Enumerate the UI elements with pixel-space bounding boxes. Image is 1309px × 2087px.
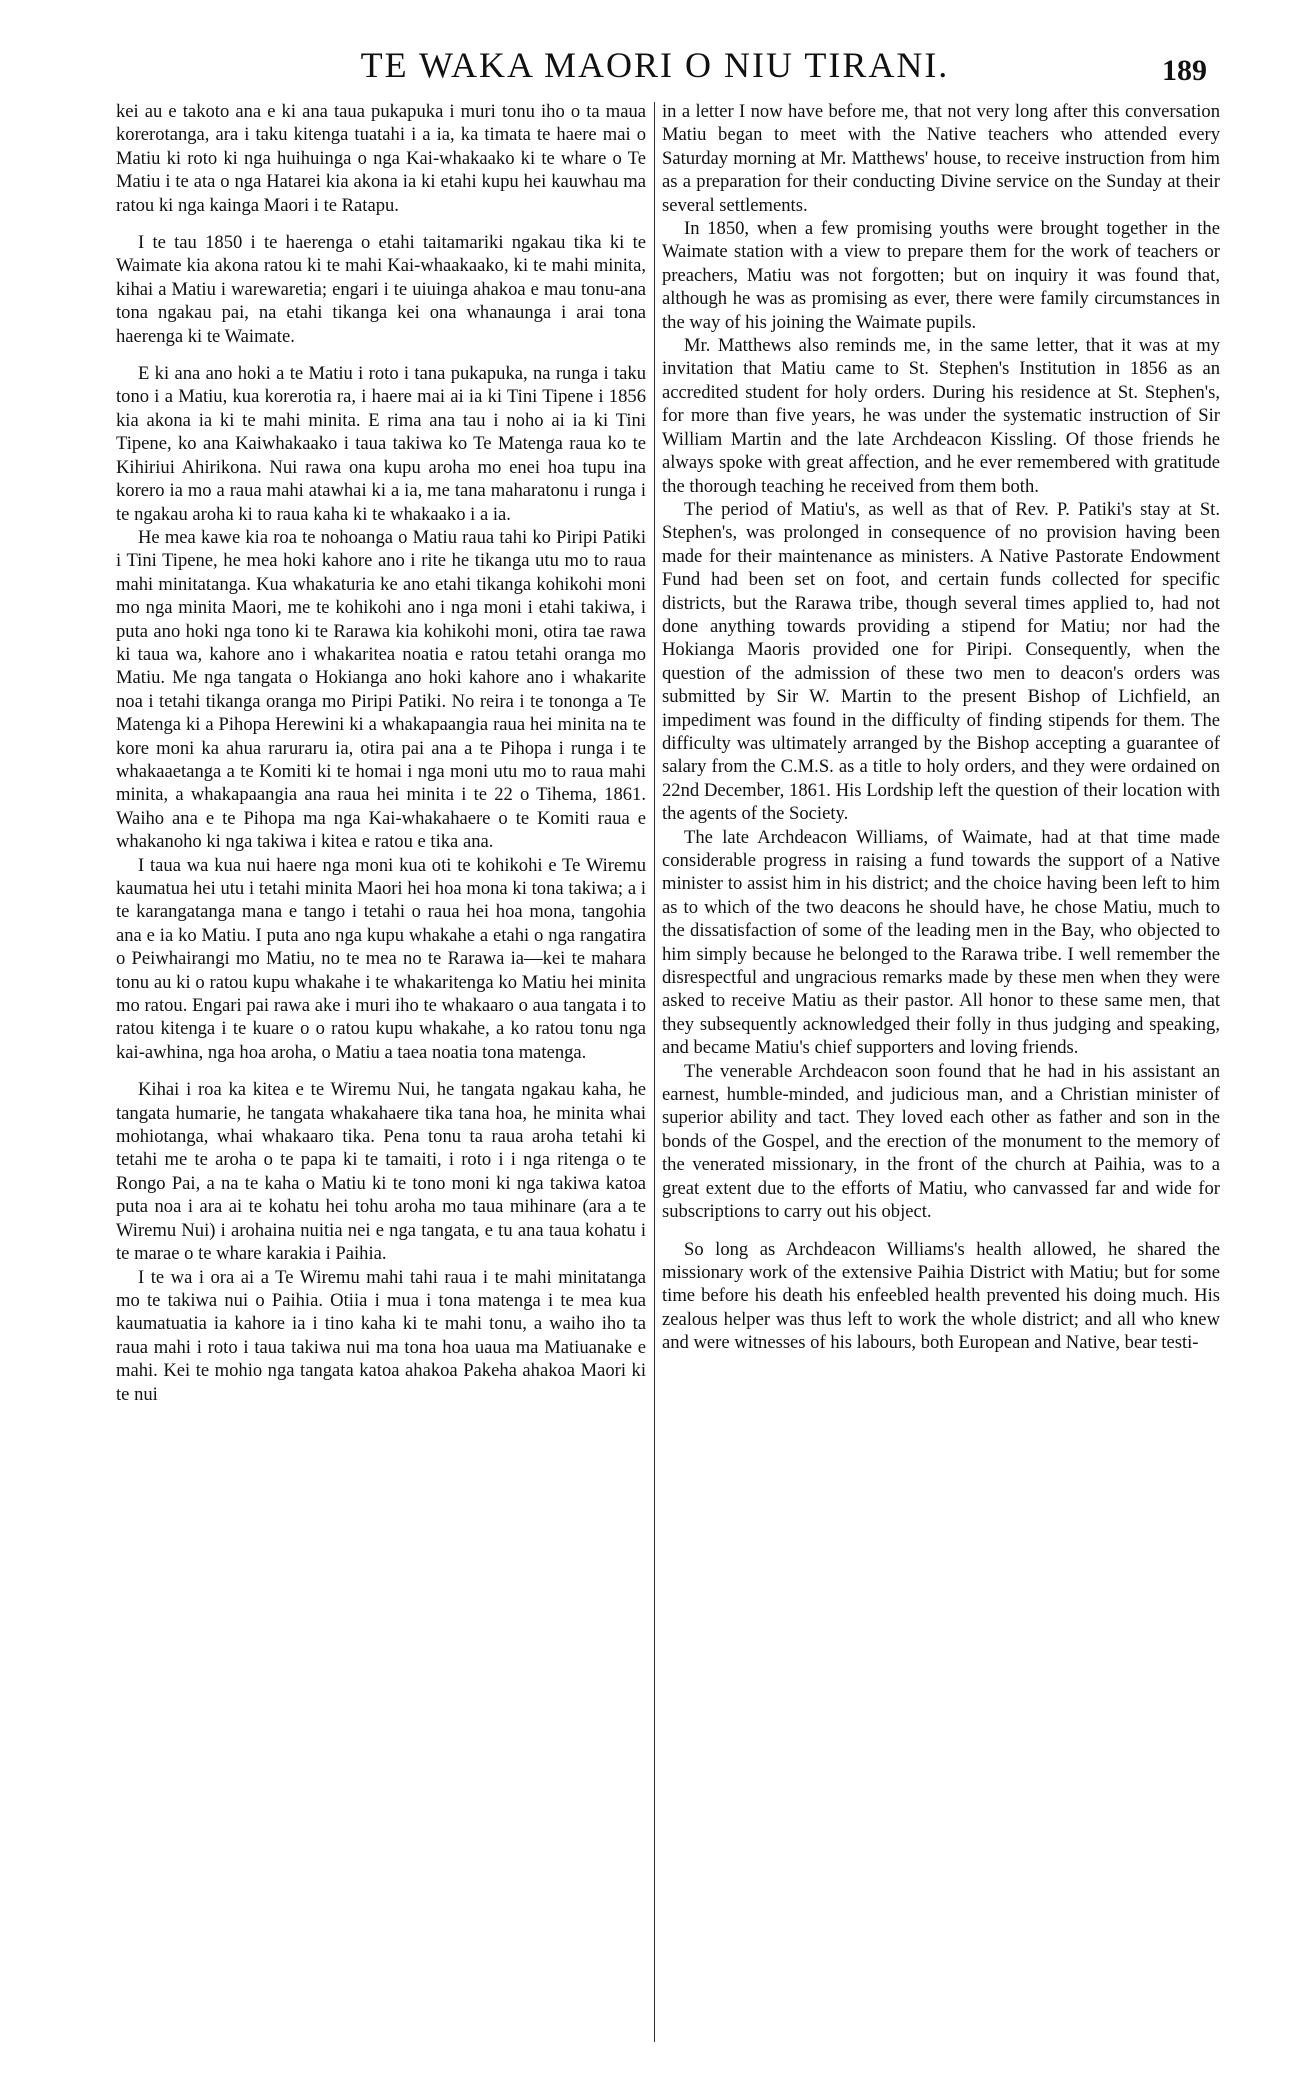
english-paragraph: The venerable Archdeacon soon found that he had in his assistant an earnest, humble-minded, and judicious man, and a Christian minister of superior ability and tact. They loved each other as father and son in the bonds of the Gospel, and the erection of the monument to the memory of the venerated missionary, in the front of the church at Paihia, was to a great extent due to the efforts of Matiu, who canvassed far and wide for subscriptions to carry out his object.: [662, 1060, 1220, 1223]
maori-paragraph: I taua wa kua nui haere nga moni kua oti te kohikohi e Te Wiremu kaumatua hei utu i tetahi minita Maori hei hoa mona ki tona takiwa; a i te karangatanga mana e tango i tetahi o raua hei hoa mona, tangohia ana e ia ko Matiu. I puta ano nga kupu whakahe a etahi o nga rangatira o Peiwhairangi mo Matiu, no te mea no te Rarawa ia—kei te mahara tonu au ki o ratou kupu whakahe i te whakaritenga ko Matiu hei minita mo ratou. Engari pai rawa ake i muri iho te whakaaro o aua tangata i to ratou kitenga i te kuare o o ratou kupu whakahe, a ko ratou tonu nga kai-awhina, nga hoa aroha, o Matiu a taea noatia tona matenga.: [116, 854, 646, 1063]
english-paragraph: The late Archdeacon Williams, of Waimate, had at that time made considerable progress in raising a fund towards the support of a Native minister to assist him in his district; and the choice having been left to him as to which of the two deacons he should have, he chose Matiu, much to the dissatisfaction of some of the leading men in the Bay, who objected to him simply because he belonged to the Rarawa tribe. I well remember the disrespectful and ungracious remarks made by these men when they were asked to receive Matiu as their pastor. All honor to these same men, that they subsequently acknowledged their folly in thus judging and speaking, and became Matiu's chief supporters and loving friends.: [662, 826, 1220, 1059]
english-paragraph: So long as Archdeacon Williams's health allowed, he shared the missionary work of the extensive Paihia District with Matiu; but for some time before his death his enfeebled health prevented his doing much. His zealous helper was thus left to work the whole district; and all who knew and were witnesses of his labours, both European and Native, bear testi-: [662, 1238, 1220, 1354]
maori-paragraph: He mea kawe kia roa te nohoanga o Matiu raua tahi ko Piripi Patiki i Tini Tipene, he mea hoki kahore ano i rite he tikanga utu mo to raua mahi minitatanga. Kua whakaturia ke ano etahi tikanga kohikohi moni mo nga minita Maori, me te kohikohi ano i nga moni i etahi takiwa, i puta ano hoki nga tono ki te Rarawa kia kohikohi moni, otira tae rawa ki taua wa, kahore ano i whakaritea noatia e ratou tetahi oranga mo Matiu. Me nga tangata o Hokianga ano hoki kahore ano i whakarite noa i tetahi tikanga oranga mo Piripi Patiki. No reira i te tononga a Te Matenga ki a Pihopa Herewini ki a whakapaangia raua hei minita na te kore moni ka ahua raruraru ia, otira pai ana a te Pihopa i runga i te whakaaetanga a te Komiti ki te homai i nga moni utu mo to raua mahi minita, a whakapaangia ana raua hei minita i te 22 o Tihema, 1861. Waiho ana e te Pihopa ma nga Kai-whakahaere o te Komiti raua e whakanoho ki nga takiwa i kitea e ratou e tika ana.: [116, 526, 646, 853]
english-text-column: [662, 100, 1220, 1355]
maori-paragraph: Kihai i roa ka kitea e te Wiremu Nui, he tangata ngakau kaha, he tangata humarie, he tangata whakahaere tika tana hoa, he minita whai mohiotanga, whai whakaaro tika. Pena tonu ta raua aroha tetahi ki tetahi me te aroha o te papa ki te tamaiti, i roto i i nga ritenga o te Rongo Pai, a na te kaha o Matiu ki te tono moni ki nga takiwa katoa puta noa i ara ai te kohatu hei tohu aroha mo taua mihinare (ara a te Wiremu Nui) i arohaina nuitia nei e nga tangata, e tu ana taua kohatu i te marae o te whare karakia i Paihia.: [116, 1079, 646, 1265]
maori-text-column: [116, 100, 646, 1406]
maori-paragraph: kei au e takoto ana e ki ana taua pukapuka i muri tonu iho o ta maua korerotanga, ara i taku kitenga tuatahi i a ia, ka timata te haere mai o Matiu ki roto ki nga huihuinga o nga Kai-whakaako ki te whare o Te Matiu i te ata o nga Hatarei kia akona ia ki etahi kupu hei kauwhau ma ratou ki nga kainga Maori i te Ratapu.: [116, 101, 646, 216]
maori-paragraph: I te tau 1850 i te haerenga o etahi taitamariki ngakau tika ki te Waimate kia akona ratou ki te mahi Kai-whaakaako, ki te mahi minita, kihai a Matiu i warewaretia; engari i te uiuinga ahakoa e mau tonu-ana tona ngakau pai, na etahi tikanga kei ona whanaunga i arai tona haerenga ki te Waimate.: [116, 232, 646, 347]
maori-paragraph: E ki ana ano hoki a te Matiu i roto i tana pukapuka, na runga i taku tono i a Matiu, kua korerotia ra, i haere mai ai ia ki Tini Tipene i 1856 kia akona ia ki te mahi minita. E rima ana tau i noho ai ia ki Tini Tipene, ko ana Kaiwhakaako i taua takiwa ko Te Matenga raua ko te Kihiriui Ahirikona. Nui rawa ona kupu aroha mo enei hoa tupu ina korero ia mo a raua mahi atawhai ki a ia, me tana maharatonu i runga i te ngakau aroha ki to raua kaha ki te whakaako i a ia.: [116, 363, 646, 525]
english-paragraph: The period of Matiu's, as well as that of Rev. P. Patiki's stay at St. Stephen's, was prolonged in consequence of no provision having been made for their maintenance as ministers. A Native Pastorate Endowment Fund had been set on foot, and certain funds collected for specific districts, but the Rarawa tribe, though several times applied to, had not done anything towards providing a stipend for Matiu; nor had the Hokianga Maoris provided one for Piripi. Consequently, when the question of the admission of these two men to deacon's orders was submitted by Sir W. Martin to the present Bishop of Lichfield, an impediment was found in the difficulty of finding stipends for them. The difficulty was ultimately arranged by the Bishop accepting a guarantee of salary from the C.M.S. as a title to holy orders, and they were ordained on 22nd December, 1861. His Lordship left the question of their location with the agents of the Society.: [662, 498, 1220, 825]
english-paragraph: In 1850, when a few promising youths were brought together in the Waimate station with a view to prepare them for the work of teachers or preachers, Matiu was not forgotten; but on inquiry it was found that, although he was as promising as ever, there were family circumstances in the way of his joining the Waimate pupils.: [662, 218, 1220, 333]
column-divider: [654, 102, 655, 2042]
english-paragraph: Mr. Matthews also reminds me, in the same letter, that it was at my invitation that Matiu came to St. Stephen's Institution in 1856 as an accredited student for holy orders. During his residence at St. Stephen's, for more than five years, he was under the systematic instruction of Sir William Martin and the late Archdeacon Kissling. Of those friends he always spoke with great affection, and he ever remembered with gratitude the thorough teaching he received from them both.: [662, 335, 1220, 497]
maori-paragraph: I te wa i ora ai a Te Wiremu mahi tahi raua i te mahi minitatanga mo te takiwa nui o Paihia. Otiia i mua i tona matenga i te mea kua kaumatuatia ia kahore ia i tino kaha ki te mahi tonu, a waiho iho ta raua mahi i roto i taua takiwa nui ma tona hoa uaua ma Matiuanake e mahi. Kei te mohio nga tangata katoa ahakoa Pakeha ahakoa Maori ki te nui: [116, 1266, 646, 1405]
page-number: 189: [1162, 54, 1207, 87]
english-paragraph: in a letter I now have before me, that not very long after this conversation Matiu began to meet with the Native teachers who attended every Saturday morning at Mr. Matthews' house, to receive instruction from him as a preparation for their conducting Divine service on the Sunday at their several settlements.: [662, 101, 1220, 216]
running-header-title: TE WAKA MAORI O NIU TIRANI.: [360, 45, 950, 85]
